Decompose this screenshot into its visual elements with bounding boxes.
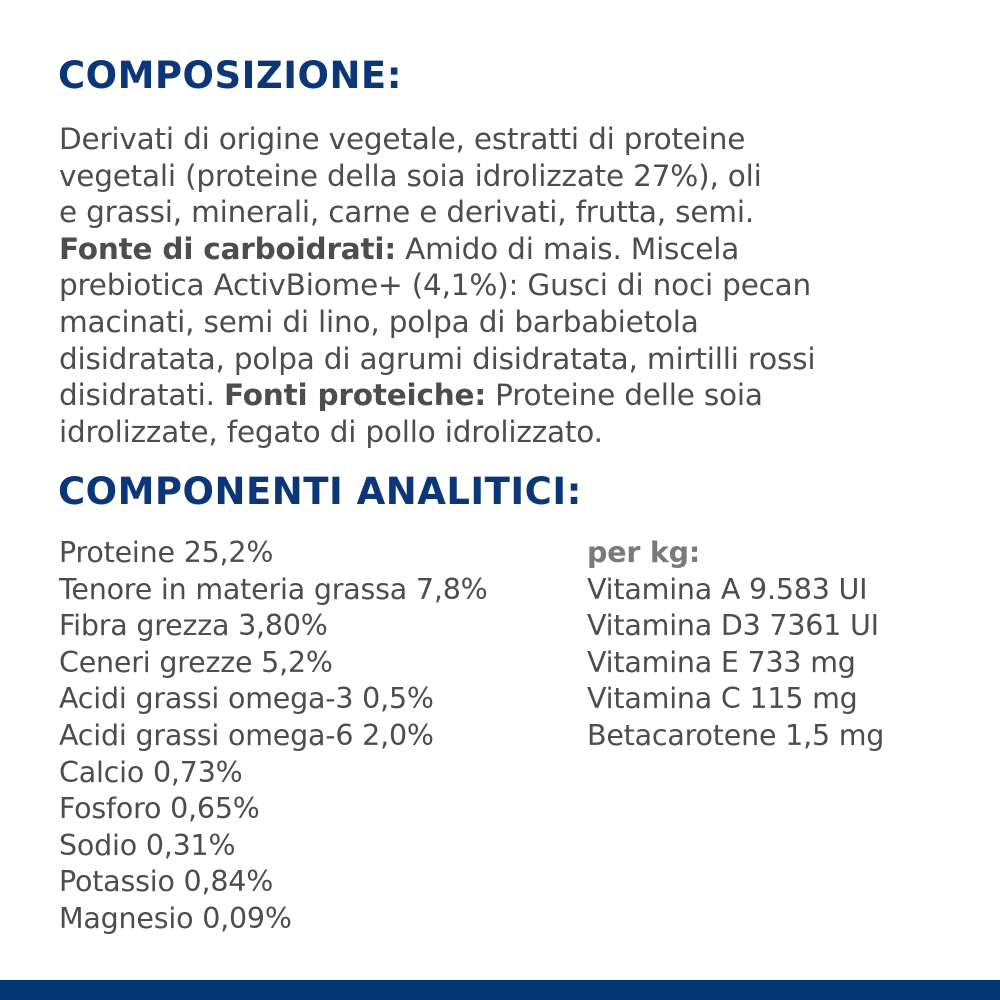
list-item: Sodio 0,31% — [59, 828, 236, 862]
composition-line — [59, 231, 815, 268]
list-item: Vitamina D3 7361 UI — [587, 609, 879, 643]
list-item: Potassio 0,84% — [59, 865, 274, 899]
list-item: Vitamina C 115 mg — [587, 682, 858, 716]
composition-heading: COMPOSIZIONE: — [58, 54, 402, 97]
list-item: Fibra grezza 3,80% — [59, 609, 328, 643]
list-item: Fosforo 0,65% — [59, 792, 260, 826]
list-item: Acidi grassi omega-6 2,0% — [59, 718, 434, 752]
carbohydrate-source-label: Fonte di carboidrati: — [59, 231, 396, 266]
list-item: Proteine 25,2% — [59, 536, 274, 569]
footer-bar — [0, 980, 1000, 1000]
list-item: Magnesio 0,09% — [59, 901, 292, 935]
text: vegetali (proteine della soia idrolizzate 27%), oli — [59, 158, 762, 193]
text: Amido di mais. Miscela — [395, 231, 740, 266]
analytical-heading: COMPONENTI ANALITICI: — [58, 470, 582, 513]
list-item: Vitamina E 733 mg — [587, 645, 856, 679]
composition-line — [59, 377, 815, 414]
text: Proteine delle soia — [485, 378, 763, 413]
per-kg-label: per kg: — [587, 536, 701, 569]
list-item: Calcio 0,73% — [59, 755, 243, 789]
text: prebiotica ActivBiome+ (4,1%): Gusci di noci pecan — [59, 268, 812, 303]
composition-line — [59, 121, 815, 158]
composition-text — [59, 121, 815, 450]
list-item: Ceneri grezze 5,2% — [59, 645, 333, 679]
text: macinati, semi di lino, polpa di barbabietola — [59, 304, 699, 339]
composition-line — [59, 414, 815, 451]
text: e grassi, minerali, carne e derivati, frutta, semi. — [59, 195, 754, 230]
composition-line — [59, 158, 815, 195]
vitamin-list — [587, 535, 884, 755]
composition-line — [59, 194, 815, 231]
list-item: Betacarotene 1,5 mg — [587, 718, 885, 752]
list-item: Tenore in materia grassa 7,8% — [59, 572, 488, 606]
text: disidratati. — [59, 378, 224, 413]
list-item: Acidi grassi omega-3 0,5% — [59, 682, 434, 716]
composition-line — [59, 304, 815, 341]
protein-source-label: Fonti proteiche: — [223, 378, 486, 413]
analytical-list — [59, 535, 488, 938]
text: Derivati di origine vegetale, estratti di proteine — [59, 122, 746, 156]
composition-line — [59, 341, 815, 378]
text: idrolizzate, fegato di pollo idrolizzato. — [59, 414, 603, 449]
list-item: Vitamina A 9.583 UI — [587, 572, 868, 606]
composition-line — [59, 267, 815, 304]
text: disidratata, polpa di agrumi disidratata, mirtilli rossi — [59, 341, 816, 376]
